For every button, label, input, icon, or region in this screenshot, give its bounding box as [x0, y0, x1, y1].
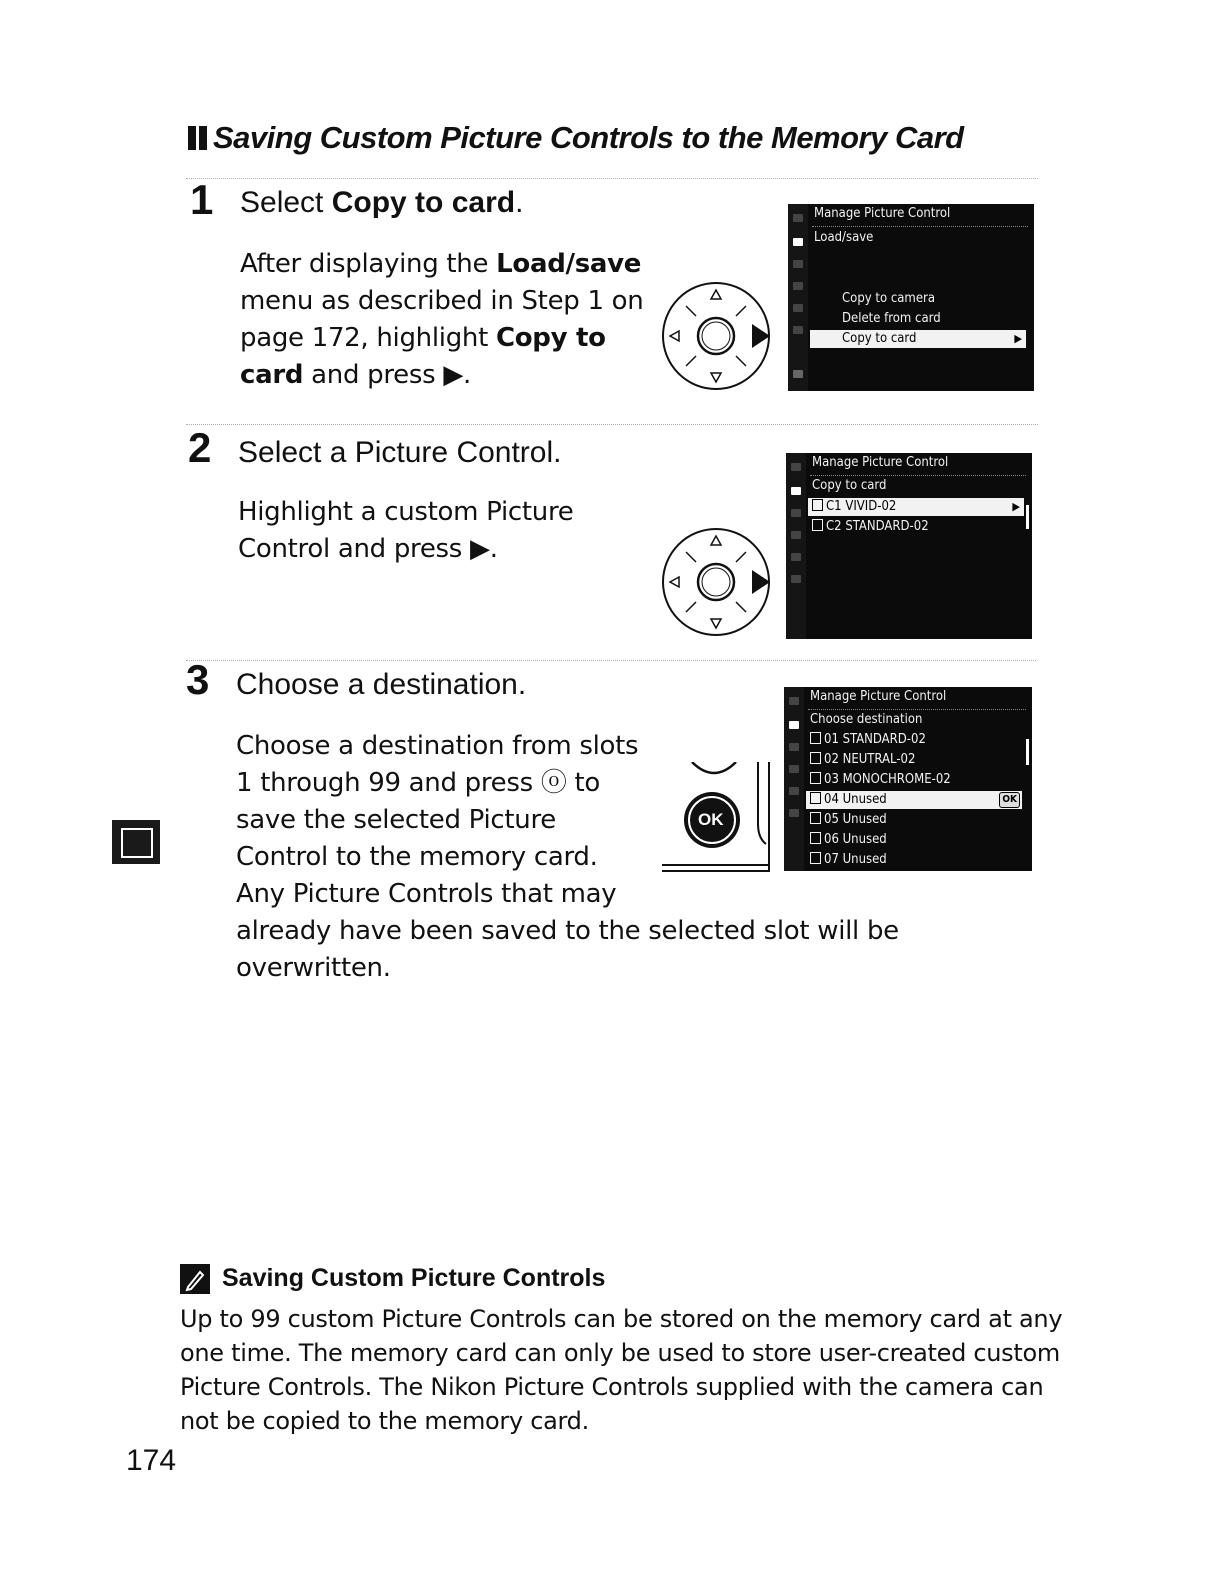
slot-item-label: 07 Unused [824, 852, 887, 867]
help-icon [793, 370, 803, 378]
slot-item-label: 05 Unused [824, 812, 887, 827]
scrollbar[interactable] [1026, 739, 1029, 765]
setup-menu-icon [789, 765, 799, 773]
slot-icon [810, 832, 821, 844]
menu-tab-icon [789, 697, 799, 705]
step-1-body-text: After displaying the [240, 249, 497, 279]
step-1-body-bold: Copy to card [240, 323, 606, 390]
ok-button-illustration [662, 762, 770, 872]
step-1-body-bold: Load/save [496, 249, 642, 279]
step-3-body-line: Any Picture Controls that may [236, 879, 617, 909]
shooting-menu-icon [789, 721, 799, 729]
divider [186, 660, 1036, 661]
menu-item-copy-to-camera[interactable]: Copy to camera [842, 291, 935, 306]
menu-tab-icon [793, 214, 803, 222]
menu-tabs [786, 453, 806, 639]
menu-tab-icon [793, 326, 803, 334]
slot-item[interactable] [810, 731, 926, 749]
step-3-body-line: 1 through 99 and press ⓞ to [236, 768, 600, 798]
menu-tabs [784, 687, 804, 871]
step-number-1: 1 [190, 176, 214, 223]
slot-item[interactable] [810, 851, 887, 869]
picture-control-icon [121, 828, 153, 858]
chevron-right-icon: ▶ [1014, 332, 1022, 345]
section-marker-icon [188, 126, 207, 150]
multi-selector-icon [660, 526, 775, 641]
chevron-right-icon: ▶ [1012, 500, 1020, 513]
screen-header-rule [810, 475, 1026, 476]
camera-screen-1 [788, 204, 1034, 391]
page-number: 174 [126, 1444, 177, 1477]
step-3-body-line: Control to the memory card. [236, 842, 598, 872]
screen-header: Manage Picture Control [812, 455, 949, 470]
step-1-heading-pre: Select [240, 186, 332, 219]
slot-item[interactable] [810, 811, 887, 829]
note-body: Up to 99 custom Picture Controls can be stored on the memory card at any one time. The memory card can only be used to store user-created custom Picture Controls. The Nikon Picture Controls supplied with the camera can not be copied to the memory card. [180, 1305, 1063, 1435]
picture-control-item-standard[interactable] [812, 518, 929, 536]
menu-tab-icon [791, 463, 801, 471]
picture-control-item-label: C1 VIVID-02 [826, 499, 897, 514]
step-2-body: Highlight a custom Picture Control and press ▶. [238, 497, 574, 564]
screen-header: Manage Picture Control [814, 206, 951, 221]
step-3-heading: Choose a destination. [236, 668, 527, 701]
setup-menu-icon [791, 531, 801, 539]
scrollbar[interactable] [1026, 505, 1029, 529]
menu-tabs [788, 204, 808, 391]
step-3-body-line: already have been saved to the selected slot will be [236, 916, 899, 946]
screen-header-rule [812, 226, 1028, 227]
shooting-menu-icon [791, 487, 801, 495]
ok-badge: OK [999, 792, 1020, 808]
screen-subheader: Load/save [814, 230, 874, 245]
step-1-body-text: menu as described in Step 1 on page 172, highlight [240, 286, 644, 353]
menu-tab-icon [789, 743, 799, 751]
menu-tab-icon [791, 575, 801, 583]
slot-item[interactable] [810, 751, 915, 769]
picture-control-item-label: C2 STANDARD-02 [826, 519, 929, 534]
step-1-heading-bold: Copy to card [331, 186, 516, 219]
step-1-body [240, 246, 650, 394]
step-1-body-text: and press ▶. [303, 360, 471, 390]
slot-icon [810, 732, 821, 744]
section-title [188, 120, 964, 156]
shooting-menu-icon [793, 238, 803, 246]
divider [186, 424, 1038, 425]
slot-item-selected[interactable] [806, 791, 1022, 809]
multi-selector-icon [660, 280, 775, 395]
menu-tab-icon [793, 304, 803, 312]
menu-tab-icon [789, 787, 799, 795]
menu-item-delete-from-card[interactable]: Delete from card [842, 311, 941, 326]
slot-item-label: 06 Unused [824, 832, 887, 847]
step-3-body-line: Choose a destination from slots [236, 731, 639, 761]
slot-icon [810, 852, 821, 864]
step-1-heading [240, 186, 523, 220]
camera-screen-3 [784, 687, 1032, 871]
screen-header: Manage Picture Control [810, 689, 947, 704]
pencil-note-icon [180, 1264, 210, 1294]
menu-item-copy-to-card[interactable] [810, 330, 1026, 348]
step-3-body-line: overwritten. [236, 953, 391, 983]
step-number-3: 3 [186, 656, 210, 703]
note-title: Saving Custom Picture Controls [222, 1264, 606, 1292]
menu-item-copy-to-card-label: Copy to card [842, 331, 917, 346]
slot-icon [810, 792, 821, 804]
step-2-heading: Select a Picture Control. [238, 436, 562, 469]
screen-header-rule [808, 709, 1026, 710]
chapter-tab-icon [112, 820, 160, 864]
slot-item-label: 03 MONOCHROME-02 [824, 772, 951, 787]
slot-item[interactable] [810, 831, 887, 849]
slot-icon [810, 812, 821, 824]
menu-tab-icon [791, 553, 801, 561]
screen-subheader: Copy to card [812, 478, 887, 493]
step-number-2: 2 [188, 424, 212, 471]
slot-icon [810, 772, 821, 784]
picture-control-icon [812, 519, 823, 531]
slot-icon [810, 752, 821, 764]
slot-item-label: 02 NEUTRAL-02 [824, 752, 916, 767]
section-title-text: Saving Custom Picture Controls to the Memory Card [213, 120, 964, 155]
slot-item-label: 04 Unused [824, 792, 887, 807]
screen-subheader: Choose destination [810, 712, 923, 727]
camera-screen-2 [786, 453, 1032, 639]
setup-menu-icon [793, 282, 803, 290]
step-3-body-line: save the selected Picture [236, 805, 556, 835]
slot-item-label: 01 STANDARD-02 [824, 732, 926, 747]
slot-item[interactable] [810, 771, 951, 789]
step-1-heading-post: . [515, 186, 524, 219]
picture-control-item-vivid[interactable] [808, 498, 1024, 516]
divider [186, 178, 1038, 179]
ok-label: OK [698, 810, 724, 829]
menu-tab-icon [791, 509, 801, 517]
menu-tab-icon [793, 260, 803, 268]
picture-control-icon [812, 499, 823, 511]
menu-tab-icon [789, 809, 799, 817]
